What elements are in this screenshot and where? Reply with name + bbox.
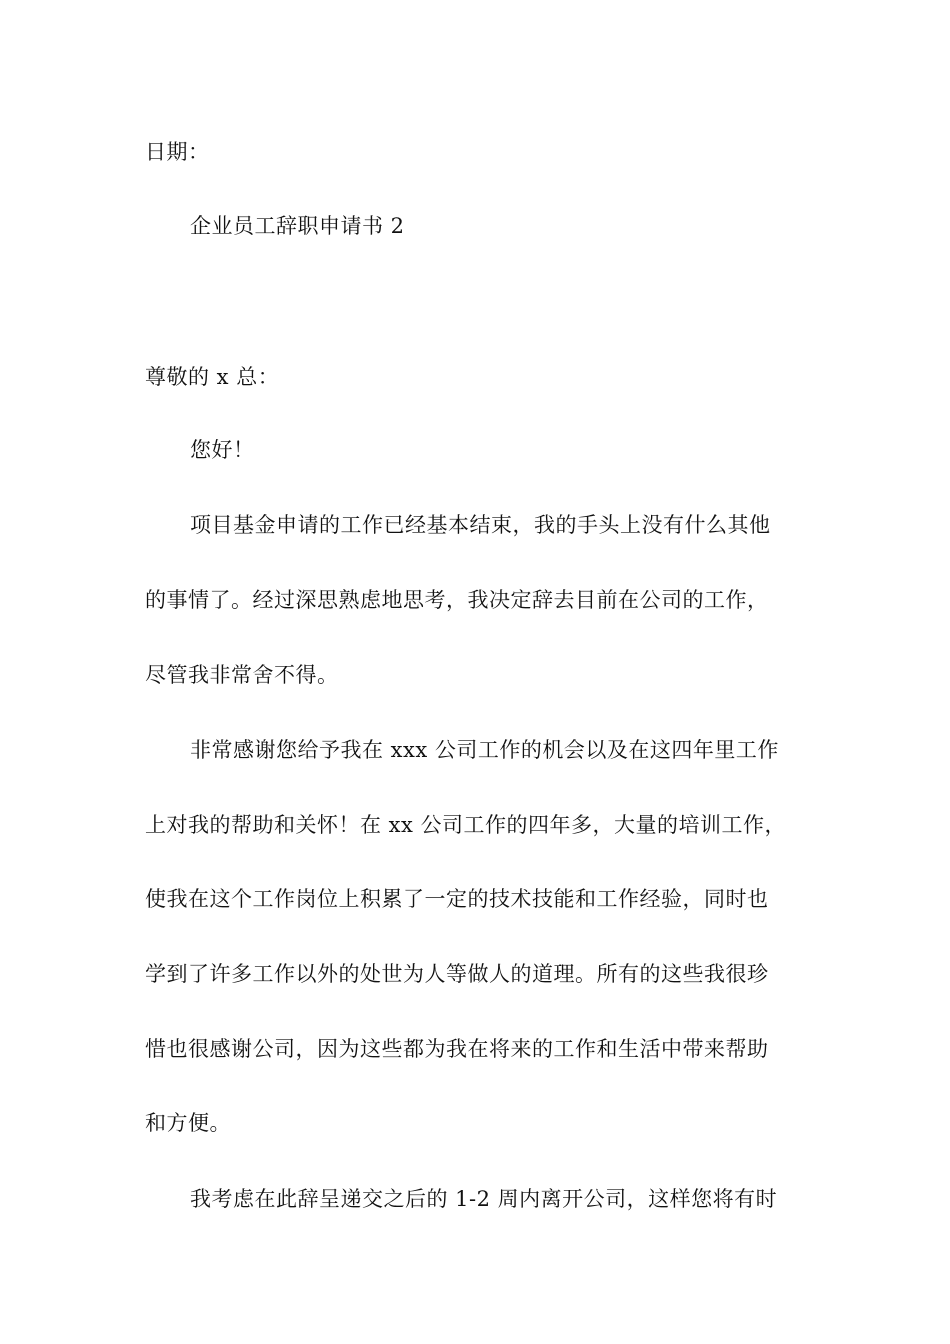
paragraph-1-line-1: 项目基金申请的工作已经基本结束，我的手头上没有什么其他 [190, 513, 771, 537]
paragraph-2-line-4: 学到了许多工作以外的处世为人等做人的道理。所有的这些我很珍 [145, 962, 769, 986]
paragraph-2-line-2: 上对我的帮助和关怀！在 xx 公司工作的四年多，大量的培训工作， [145, 813, 787, 837]
paragraph-1-line-3: 尽管我非常舍不得。 [145, 663, 339, 687]
paragraph-2-line-5: 惜也很感谢公司，因为这些都为我在将来的工作和生活中带来帮助 [145, 1037, 769, 1061]
date-label: 日期： [145, 140, 210, 164]
paragraph-1-line-2: 的事情了。经过深思熟虑地思考，我决定辞去目前在公司的工作， [145, 588, 769, 612]
paragraph-2-line-1: 非常感谢您给予我在 xxx 公司工作的机会以及在这四年里工作 [190, 738, 779, 762]
paragraph-3-line-1: 我考虑在此辞呈递交之后的 1-2 周内离开公司，这样您将有时 [190, 1187, 778, 1211]
paragraph-2-line-6: 和方便。 [145, 1111, 231, 1135]
paragraph-2-line-3: 使我在这个工作岗位上积累了一定的技术技能和工作经验，同时也 [145, 887, 769, 911]
section-title: 企业员工辞职申请书 2 [190, 214, 405, 238]
greeting: 您好！ [190, 438, 255, 462]
salutation: 尊敬的 x 总： [145, 365, 280, 389]
